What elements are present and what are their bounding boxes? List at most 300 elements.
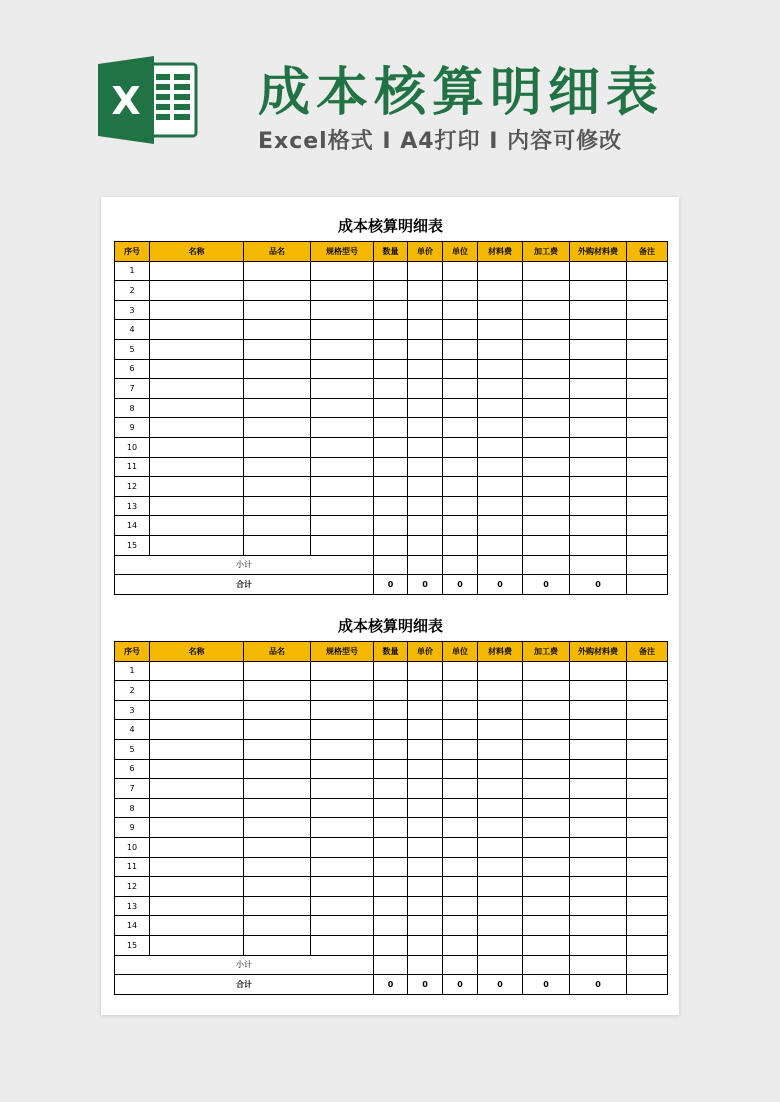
- table-cell[interactable]: [311, 457, 374, 477]
- table-cell[interactable]: [374, 398, 408, 418]
- table-cell[interactable]: [443, 300, 478, 320]
- total-value-cell[interactable]: 0: [478, 575, 523, 595]
- table-cell[interactable]: [150, 496, 244, 516]
- table-cell[interactable]: [311, 798, 374, 818]
- table-cell[interactable]: [408, 398, 443, 418]
- table-cell[interactable]: [244, 477, 311, 497]
- table-cell[interactable]: [150, 857, 244, 877]
- table-cell[interactable]: [478, 661, 523, 681]
- table-cell[interactable]: [570, 720, 627, 740]
- table-cell[interactable]: [374, 700, 408, 720]
- table-cell[interactable]: [374, 457, 408, 477]
- table-cell[interactable]: [150, 359, 244, 379]
- table-cell[interactable]: [627, 398, 668, 418]
- table-cell[interactable]: [627, 877, 668, 897]
- table-cell[interactable]: [443, 681, 478, 701]
- subtotal-cell[interactable]: [408, 555, 443, 575]
- subtotal-cell[interactable]: [408, 955, 443, 975]
- table-cell[interactable]: [570, 516, 627, 536]
- table-cell[interactable]: [443, 320, 478, 340]
- table-cell[interactable]: [570, 398, 627, 418]
- table-cell[interactable]: [408, 339, 443, 359]
- table-cell[interactable]: [478, 877, 523, 897]
- table-cell[interactable]: [627, 457, 668, 477]
- table-cell[interactable]: [408, 818, 443, 838]
- table-cell[interactable]: [408, 535, 443, 555]
- table-cell[interactable]: [408, 779, 443, 799]
- table-cell[interactable]: [478, 339, 523, 359]
- table-cell[interactable]: [478, 261, 523, 281]
- table-cell[interactable]: [523, 759, 570, 779]
- table-cell[interactable]: [311, 261, 374, 281]
- table-cell[interactable]: [150, 535, 244, 555]
- table-cell[interactable]: [311, 739, 374, 759]
- table-cell[interactable]: [478, 281, 523, 301]
- table-cell[interactable]: [408, 418, 443, 438]
- table-cell[interactable]: [244, 700, 311, 720]
- table-cell[interactable]: [478, 759, 523, 779]
- table-cell[interactable]: [311, 818, 374, 838]
- table-cell[interactable]: [150, 877, 244, 897]
- table-cell[interactable]: [311, 339, 374, 359]
- table-cell[interactable]: [443, 398, 478, 418]
- table-cell[interactable]: [627, 261, 668, 281]
- table-cell[interactable]: [244, 779, 311, 799]
- table-cell[interactable]: [311, 681, 374, 701]
- table-cell[interactable]: [570, 818, 627, 838]
- table-cell[interactable]: [374, 798, 408, 818]
- table-cell[interactable]: [627, 300, 668, 320]
- table-cell[interactable]: [443, 916, 478, 936]
- table-cell[interactable]: [523, 896, 570, 916]
- table-cell[interactable]: [311, 535, 374, 555]
- table-cell[interactable]: [443, 720, 478, 740]
- table-cell[interactable]: [408, 300, 443, 320]
- table-cell[interactable]: [523, 359, 570, 379]
- table-cell[interactable]: [374, 496, 408, 516]
- total-value-cell[interactable]: 0: [408, 975, 443, 995]
- table-cell[interactable]: [311, 516, 374, 536]
- table-cell[interactable]: [478, 720, 523, 740]
- table-cell[interactable]: [443, 700, 478, 720]
- table-cell[interactable]: [374, 681, 408, 701]
- table-cell[interactable]: [408, 661, 443, 681]
- table-cell[interactable]: [478, 496, 523, 516]
- table-cell[interactable]: [523, 779, 570, 799]
- table-cell[interactable]: [244, 437, 311, 457]
- table-cell[interactable]: [311, 896, 374, 916]
- total-remark-cell[interactable]: [627, 575, 668, 595]
- table-cell[interactable]: [311, 281, 374, 301]
- table-cell[interactable]: [443, 379, 478, 399]
- table-cell[interactable]: [408, 437, 443, 457]
- table-cell[interactable]: [627, 935, 668, 955]
- table-cell[interactable]: [627, 739, 668, 759]
- table-cell[interactable]: [244, 535, 311, 555]
- total-remark-cell[interactable]: [627, 975, 668, 995]
- table-cell[interactable]: [244, 681, 311, 701]
- table-cell[interactable]: [311, 916, 374, 936]
- table-cell[interactable]: [408, 877, 443, 897]
- table-cell[interactable]: [443, 261, 478, 281]
- table-cell[interactable]: [408, 798, 443, 818]
- table-cell[interactable]: [244, 661, 311, 681]
- table-cell[interactable]: [244, 496, 311, 516]
- table-cell[interactable]: [627, 661, 668, 681]
- table-cell[interactable]: [150, 379, 244, 399]
- table-cell[interactable]: [570, 457, 627, 477]
- table-cell[interactable]: [408, 896, 443, 916]
- subtotal-cell[interactable]: [627, 555, 668, 575]
- table-cell[interactable]: [478, 300, 523, 320]
- table-cell[interactable]: [150, 798, 244, 818]
- table-cell[interactable]: [408, 359, 443, 379]
- table-cell[interactable]: [244, 457, 311, 477]
- table-cell[interactable]: [478, 857, 523, 877]
- table-cell[interactable]: [478, 896, 523, 916]
- total-value-cell[interactable]: 0: [523, 975, 570, 995]
- table-cell[interactable]: [478, 477, 523, 497]
- total-value-cell[interactable]: 0: [443, 975, 478, 995]
- table-cell[interactable]: [478, 379, 523, 399]
- table-cell[interactable]: [244, 339, 311, 359]
- table-cell[interactable]: [570, 477, 627, 497]
- table-cell[interactable]: [570, 300, 627, 320]
- table-cell[interactable]: [443, 418, 478, 438]
- table-cell[interactable]: [244, 359, 311, 379]
- table-cell[interactable]: [150, 457, 244, 477]
- table-cell[interactable]: [523, 496, 570, 516]
- table-cell[interactable]: [570, 661, 627, 681]
- table-cell[interactable]: [443, 857, 478, 877]
- table-cell[interactable]: [150, 779, 244, 799]
- table-cell[interactable]: [627, 379, 668, 399]
- table-cell[interactable]: [311, 661, 374, 681]
- total-value-cell[interactable]: 0: [523, 575, 570, 595]
- table-cell[interactable]: [570, 739, 627, 759]
- subtotal-cell[interactable]: [627, 955, 668, 975]
- table-cell[interactable]: [311, 857, 374, 877]
- table-cell[interactable]: [408, 681, 443, 701]
- table-cell[interactable]: [311, 700, 374, 720]
- table-cell[interactable]: [570, 935, 627, 955]
- table-cell[interactable]: [244, 837, 311, 857]
- table-cell[interactable]: [478, 779, 523, 799]
- table-cell[interactable]: [570, 418, 627, 438]
- table-cell[interactable]: [627, 359, 668, 379]
- table-cell[interactable]: [523, 300, 570, 320]
- table-cell[interactable]: [570, 759, 627, 779]
- table-cell[interactable]: [150, 418, 244, 438]
- table-cell[interactable]: [311, 837, 374, 857]
- subtotal-cell[interactable]: [570, 955, 627, 975]
- table-cell[interactable]: [570, 379, 627, 399]
- table-cell[interactable]: [478, 516, 523, 536]
- table-cell[interactable]: [523, 857, 570, 877]
- table-cell[interactable]: [150, 398, 244, 418]
- table-cell[interactable]: [443, 759, 478, 779]
- table-cell[interactable]: [443, 437, 478, 457]
- total-value-cell[interactable]: 0: [478, 975, 523, 995]
- table-cell[interactable]: [523, 261, 570, 281]
- table-cell[interactable]: [627, 477, 668, 497]
- table-cell[interactable]: [244, 857, 311, 877]
- table-cell[interactable]: [443, 339, 478, 359]
- table-cell[interactable]: [244, 916, 311, 936]
- table-cell[interactable]: [374, 877, 408, 897]
- total-value-cell[interactable]: 0: [570, 975, 627, 995]
- table-cell[interactable]: [478, 739, 523, 759]
- table-cell[interactable]: [408, 916, 443, 936]
- table-cell[interactable]: [523, 457, 570, 477]
- table-cell[interactable]: [408, 516, 443, 536]
- table-cell[interactable]: [374, 818, 408, 838]
- table-cell[interactable]: [627, 281, 668, 301]
- table-cell[interactable]: [570, 681, 627, 701]
- table-cell[interactable]: [311, 379, 374, 399]
- table-cell[interactable]: [244, 877, 311, 897]
- table-cell[interactable]: [523, 798, 570, 818]
- table-cell[interactable]: [408, 379, 443, 399]
- table-cell[interactable]: [443, 935, 478, 955]
- table-cell[interactable]: [523, 818, 570, 838]
- table-cell[interactable]: [408, 935, 443, 955]
- table-cell[interactable]: [374, 300, 408, 320]
- table-cell[interactable]: [244, 739, 311, 759]
- table-cell[interactable]: [374, 661, 408, 681]
- table-cell[interactable]: [244, 300, 311, 320]
- table-cell[interactable]: [311, 359, 374, 379]
- table-cell[interactable]: [150, 516, 244, 536]
- table-cell[interactable]: [523, 916, 570, 936]
- table-cell[interactable]: [570, 359, 627, 379]
- table-cell[interactable]: [311, 935, 374, 955]
- table-cell[interactable]: [443, 798, 478, 818]
- table-cell[interactable]: [150, 896, 244, 916]
- table-cell[interactable]: [478, 418, 523, 438]
- table-cell[interactable]: [408, 281, 443, 301]
- subtotal-cell[interactable]: [478, 955, 523, 975]
- table-cell[interactable]: [374, 857, 408, 877]
- table-cell[interactable]: [150, 837, 244, 857]
- table-cell[interactable]: [374, 359, 408, 379]
- table-cell[interactable]: [311, 779, 374, 799]
- table-cell[interactable]: [478, 681, 523, 701]
- table-cell[interactable]: [627, 320, 668, 340]
- table-cell[interactable]: [627, 916, 668, 936]
- table-cell[interactable]: [244, 379, 311, 399]
- table-cell[interactable]: [478, 837, 523, 857]
- table-cell[interactable]: [570, 535, 627, 555]
- table-cell[interactable]: [570, 877, 627, 897]
- table-cell[interactable]: [443, 818, 478, 838]
- table-cell[interactable]: [443, 535, 478, 555]
- subtotal-cell[interactable]: [478, 555, 523, 575]
- table-cell[interactable]: [627, 759, 668, 779]
- table-cell[interactable]: [523, 877, 570, 897]
- subtotal-cell[interactable]: [570, 555, 627, 575]
- table-cell[interactable]: [408, 739, 443, 759]
- table-cell[interactable]: [374, 516, 408, 536]
- table-cell[interactable]: [443, 877, 478, 897]
- table-cell[interactable]: [478, 535, 523, 555]
- table-cell[interactable]: [443, 779, 478, 799]
- table-cell[interactable]: [374, 261, 408, 281]
- subtotal-cell[interactable]: [443, 955, 478, 975]
- table-cell[interactable]: [523, 398, 570, 418]
- table-cell[interactable]: [627, 516, 668, 536]
- subtotal-cell[interactable]: [374, 555, 408, 575]
- total-value-cell[interactable]: 0: [374, 975, 408, 995]
- table-cell[interactable]: [523, 739, 570, 759]
- table-cell[interactable]: [627, 779, 668, 799]
- table-cell[interactable]: [244, 516, 311, 536]
- table-cell[interactable]: [150, 818, 244, 838]
- table-cell[interactable]: [408, 837, 443, 857]
- table-cell[interactable]: [408, 759, 443, 779]
- table-cell[interactable]: [408, 857, 443, 877]
- table-cell[interactable]: [478, 359, 523, 379]
- subtotal-cell[interactable]: [523, 555, 570, 575]
- table-cell[interactable]: [311, 320, 374, 340]
- table-cell[interactable]: [627, 837, 668, 857]
- table-cell[interactable]: [443, 896, 478, 916]
- table-cell[interactable]: [244, 818, 311, 838]
- table-cell[interactable]: [311, 418, 374, 438]
- table-cell[interactable]: [374, 935, 408, 955]
- table-cell[interactable]: [311, 300, 374, 320]
- table-cell[interactable]: [150, 739, 244, 759]
- table-cell[interactable]: [374, 418, 408, 438]
- table-cell[interactable]: [374, 916, 408, 936]
- table-cell[interactable]: [311, 496, 374, 516]
- table-cell[interactable]: [443, 281, 478, 301]
- table-cell[interactable]: [570, 281, 627, 301]
- table-cell[interactable]: [570, 798, 627, 818]
- table-cell[interactable]: [443, 496, 478, 516]
- table-cell[interactable]: [374, 535, 408, 555]
- table-cell[interactable]: [374, 720, 408, 740]
- table-cell[interactable]: [244, 896, 311, 916]
- table-cell[interactable]: [150, 720, 244, 740]
- table-cell[interactable]: [150, 300, 244, 320]
- table-cell[interactable]: [443, 739, 478, 759]
- table-cell[interactable]: [374, 759, 408, 779]
- table-cell[interactable]: [443, 457, 478, 477]
- table-cell[interactable]: [570, 261, 627, 281]
- table-cell[interactable]: [244, 720, 311, 740]
- table-cell[interactable]: [311, 759, 374, 779]
- total-value-cell[interactable]: 0: [374, 575, 408, 595]
- table-cell[interactable]: [311, 398, 374, 418]
- table-cell[interactable]: [627, 496, 668, 516]
- table-cell[interactable]: [570, 437, 627, 457]
- table-cell[interactable]: [244, 261, 311, 281]
- table-cell[interactable]: [408, 477, 443, 497]
- table-cell[interactable]: [408, 320, 443, 340]
- table-cell[interactable]: [244, 418, 311, 438]
- table-cell[interactable]: [244, 281, 311, 301]
- total-value-cell[interactable]: 0: [443, 575, 478, 595]
- table-cell[interactable]: [244, 798, 311, 818]
- table-cell[interactable]: [443, 661, 478, 681]
- table-cell[interactable]: [150, 437, 244, 457]
- table-cell[interactable]: [627, 798, 668, 818]
- table-cell[interactable]: [627, 857, 668, 877]
- table-cell[interactable]: [627, 818, 668, 838]
- table-cell[interactable]: [150, 261, 244, 281]
- table-cell[interactable]: [311, 437, 374, 457]
- table-cell[interactable]: [570, 896, 627, 916]
- table-cell[interactable]: [408, 496, 443, 516]
- table-cell[interactable]: [523, 700, 570, 720]
- table-cell[interactable]: [150, 661, 244, 681]
- table-cell[interactable]: [570, 339, 627, 359]
- table-cell[interactable]: [374, 837, 408, 857]
- table-cell[interactable]: [478, 700, 523, 720]
- table-cell[interactable]: [523, 281, 570, 301]
- table-cell[interactable]: [570, 779, 627, 799]
- table-cell[interactable]: [627, 681, 668, 701]
- table-cell[interactable]: [478, 320, 523, 340]
- table-cell[interactable]: [523, 516, 570, 536]
- table-cell[interactable]: [311, 877, 374, 897]
- table-cell[interactable]: [627, 700, 668, 720]
- table-cell[interactable]: [150, 339, 244, 359]
- table-cell[interactable]: [570, 496, 627, 516]
- table-cell[interactable]: [478, 398, 523, 418]
- table-cell[interactable]: [478, 798, 523, 818]
- table-cell[interactable]: [374, 896, 408, 916]
- table-cell[interactable]: [311, 720, 374, 740]
- total-value-cell[interactable]: 0: [408, 575, 443, 595]
- table-cell[interactable]: [374, 379, 408, 399]
- table-cell[interactable]: [150, 700, 244, 720]
- table-cell[interactable]: [523, 437, 570, 457]
- table-cell[interactable]: [523, 837, 570, 857]
- table-cell[interactable]: [408, 261, 443, 281]
- table-cell[interactable]: [150, 681, 244, 701]
- table-cell[interactable]: [627, 339, 668, 359]
- table-cell[interactable]: [478, 457, 523, 477]
- table-cell[interactable]: [150, 477, 244, 497]
- table-cell[interactable]: [478, 935, 523, 955]
- table-cell[interactable]: [150, 281, 244, 301]
- table-cell[interactable]: [523, 681, 570, 701]
- table-cell[interactable]: [570, 700, 627, 720]
- table-cell[interactable]: [443, 359, 478, 379]
- total-value-cell[interactable]: 0: [570, 575, 627, 595]
- table-cell[interactable]: [443, 837, 478, 857]
- table-cell[interactable]: [374, 320, 408, 340]
- table-cell[interactable]: [627, 896, 668, 916]
- table-cell[interactable]: [374, 779, 408, 799]
- table-cell[interactable]: [244, 398, 311, 418]
- table-cell[interactable]: [150, 759, 244, 779]
- table-cell[interactable]: [374, 739, 408, 759]
- table-cell[interactable]: [523, 339, 570, 359]
- table-cell[interactable]: [627, 418, 668, 438]
- table-cell[interactable]: [570, 857, 627, 877]
- table-cell[interactable]: [570, 837, 627, 857]
- table-cell[interactable]: [150, 935, 244, 955]
- table-cell[interactable]: [374, 477, 408, 497]
- subtotal-cell[interactable]: [374, 955, 408, 975]
- table-cell[interactable]: [570, 916, 627, 936]
- table-cell[interactable]: [244, 935, 311, 955]
- table-cell[interactable]: [523, 720, 570, 740]
- table-cell[interactable]: [408, 457, 443, 477]
